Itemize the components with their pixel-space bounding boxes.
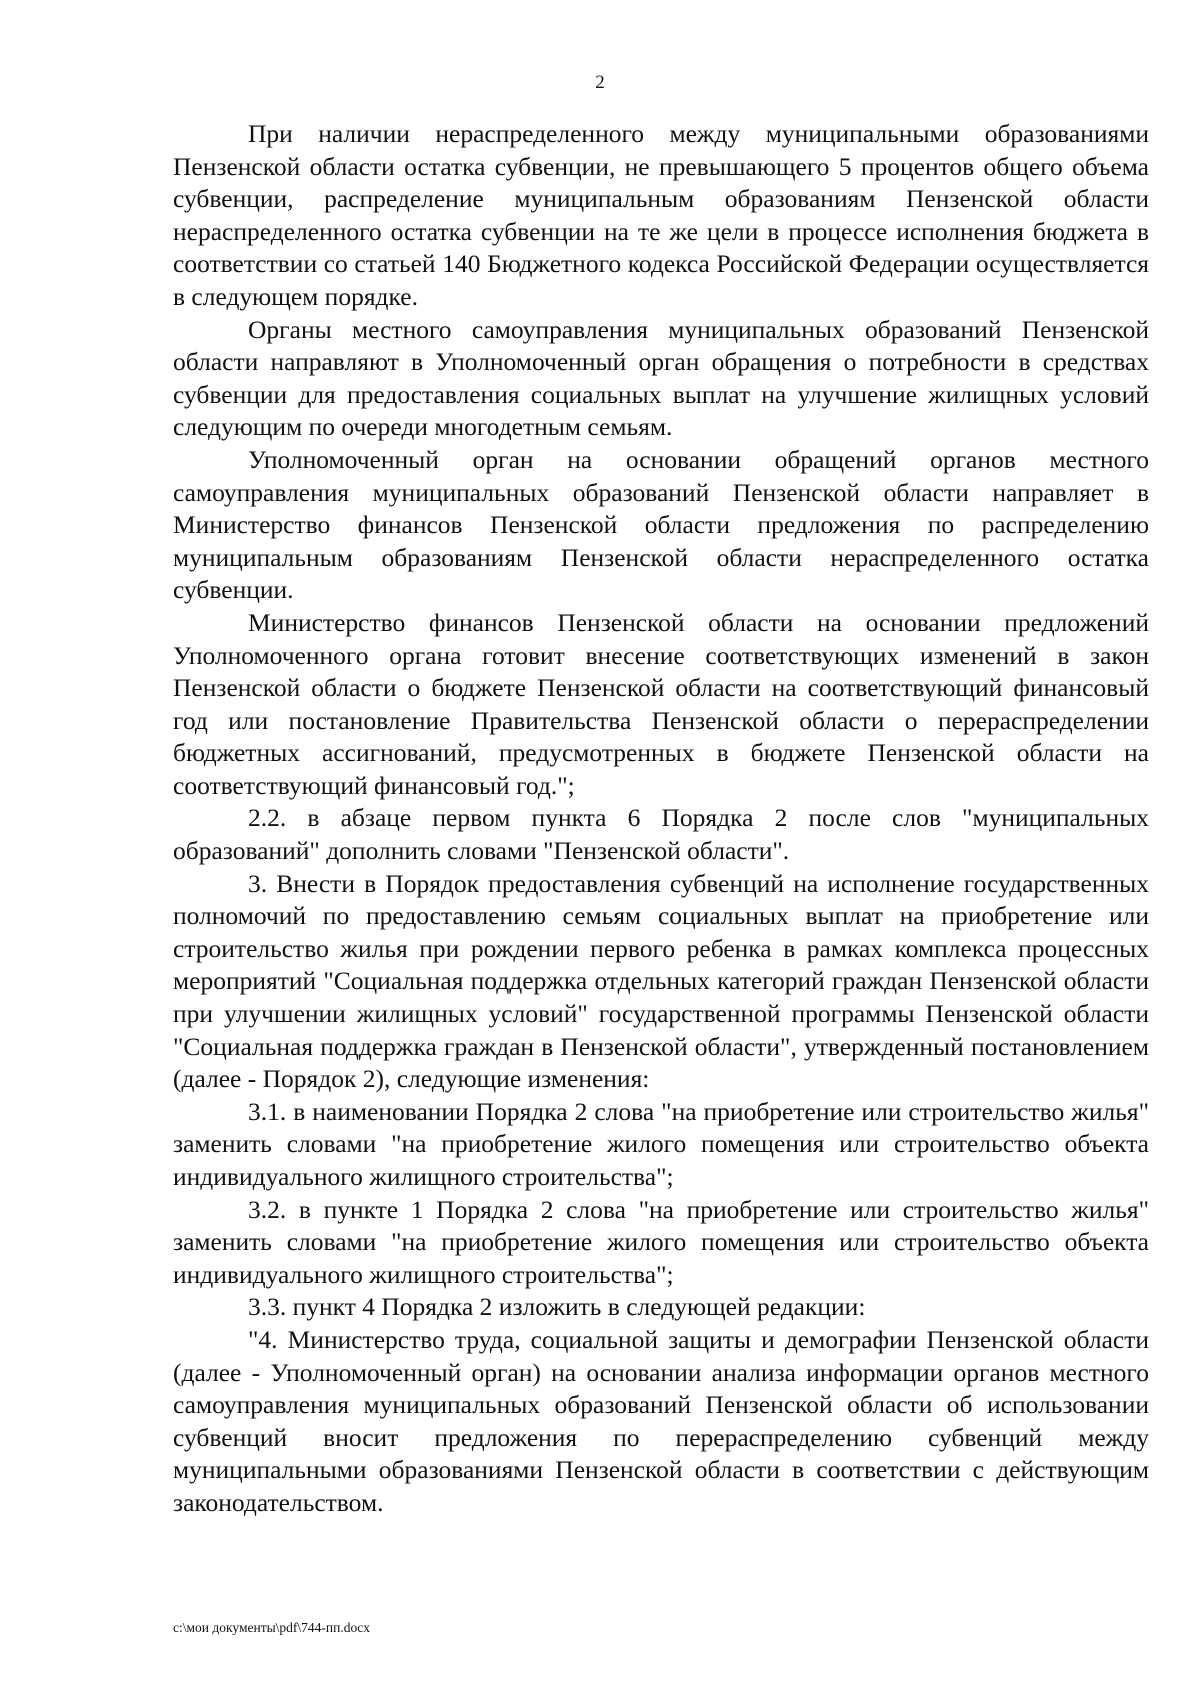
paragraph-item-3-3: 3.3. пункт 4 Порядка 2 изложить в следующей редакции:	[248, 1292, 866, 1322]
paragraph-local-authorities: Органы местного самоуправления муниципальных образований Пензенской области направляют в Уполномоченный орган обращения о потребности в средствах субвенции для предоставления социальных выплат на улучшение жилищных условий следующим по очереди многодетным семьям.	[173, 314, 1149, 442]
paragraph-item-3-2: 3.2. в пункте 1 Порядка 2 слова "на приобретение или строительство жилья" заменить словами "на приобретение жилого помещения или строительство объекта индивидуального жилищного строительства";	[173, 1194, 1149, 1289]
paragraph-ministry-of-finance: Министерство финансов Пензенской области на основании предложений Уполномоченного органа готовит внесение соответствующих изменений в закон Пензенской области о бюджете Пензенской области на соответствующий финансовый год или постановление Правительства Пензенской области о перераспределении бюджетных ассигнований, предусмотренных в бюджете Пензенской области на соответствующий финансовый год.";	[173, 607, 1149, 800]
paragraph-item-2-2: 2.2. в абзаце первом пункта 6 Порядка 2 после слов "муниципальных образований" дополнить словами "Пензенской области".	[173, 803, 1149, 866]
page-number: 2	[595, 72, 605, 93]
paragraph-subvention-remainder: При наличии нераспределенного между муниципальными образованиями Пензенской области остатка субвенции, не превышающего 5 процентов общего объема субвенции, распределение муниципальным образованиям Пензенской области нераспределенного остатка субвенции на те же цели в процессе исполнения бюджета в соответствии со статьей 140 Бюджетного кодекса Российской Федерации осуществляется в следующем порядке.	[173, 119, 1149, 311]
paragraph-item-3-1: 3.1. в наименовании Порядка 2 слова "на приобретение или строительство жилья" заменить словами "на приобретение жилого помещения или строительство объекта индивидуального жилищного строительства";	[173, 1096, 1149, 1191]
paragraph-authorized-body: Уполномоченный орган на основании обращений органов местного самоуправления муниципальных образований Пензенской области направляет в Министерство финансов Пензенской области предложения по распределению муниципальным образованиям Пензенской области нераспределенного остатка субвенции.	[173, 444, 1149, 605]
footer-file-path: c:\мои документы\pdf\744-пп.docx	[173, 1620, 370, 1635]
paragraph-item-3: 3. Внести в Порядок предоставления субвенций на исполнение государственных полномочий по предоставлению семьям социальных выплат на приобретение или строительство жилья при рождении первого ребенка в рамках комплекса процессных мероприятий "Социальная поддержка отдельных категорий граждан Пензенской области при улучшении жилищных условий" государственной программы Пензенской области "Социальная поддержка граждан в Пензенской области", утвержденный постановлением (далее - Порядок 2), следующие изменения:	[173, 868, 1149, 1094]
document-body	[173, 118, 1149, 1520]
paragraph-item-4-quote: "4. Министерство труда, социальной защиты и демографии Пензенской области (далее - Уполномоченный орган) на основании анализа информации органов местного самоуправления муниципальных образований Пензенской области об использовании субвенций вносит предложения по перераспределению субвенций между муниципальными образованиями Пензенской области в соответствии с действующим законодательством.	[173, 1324, 1149, 1517]
